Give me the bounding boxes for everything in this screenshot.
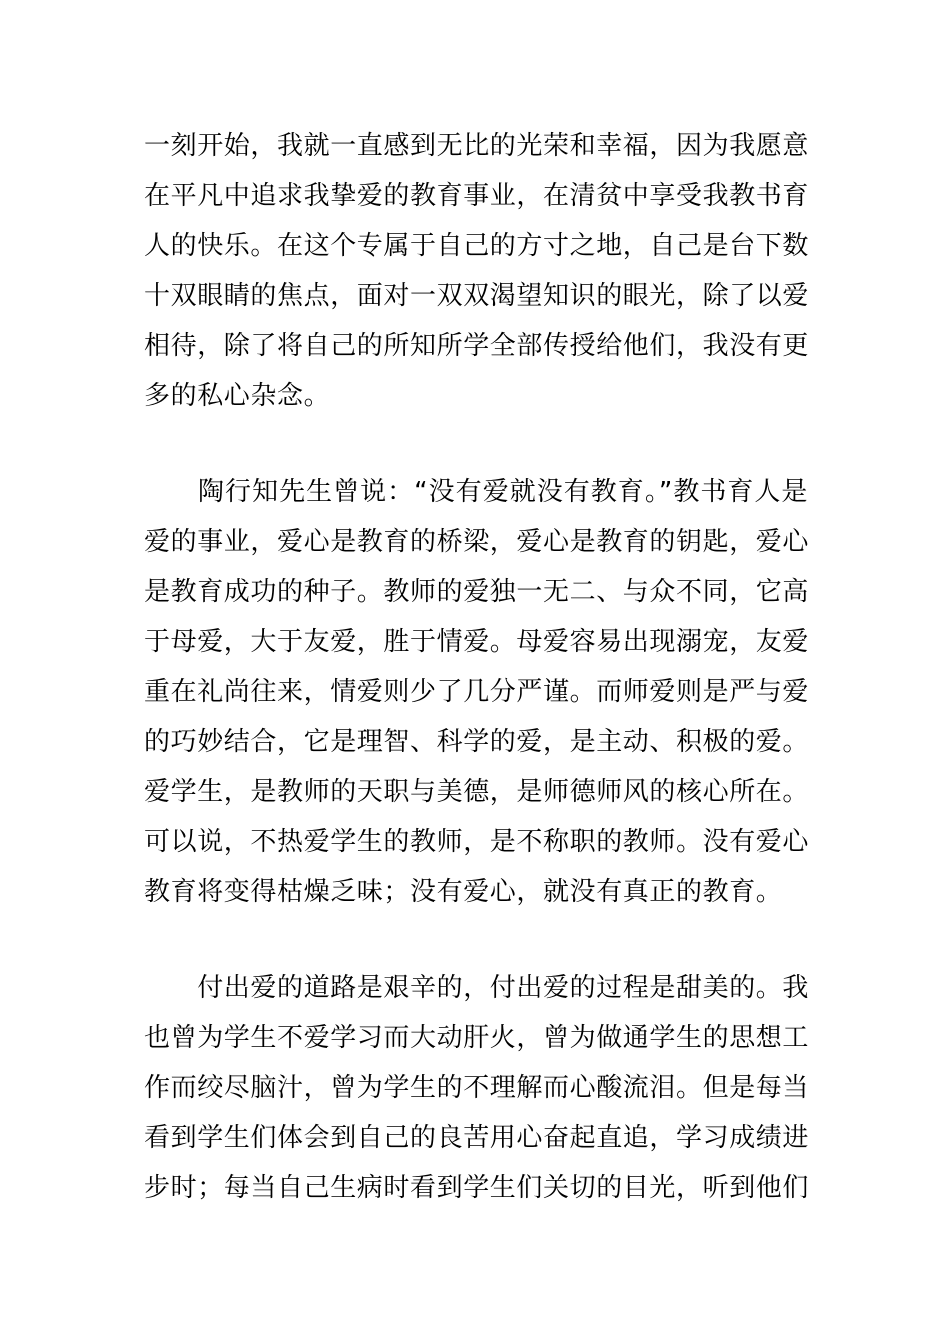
text-line: 人的快乐。在这个专属于自己的方寸之地，自己是台下数 [144, 231, 810, 261]
text-line: 作而绞尽脑汁，曾为学生的不理解而心酸流泪。但是每当 [144, 1073, 810, 1103]
text-line: 陶行知先生曾说：“没有爱就没有教育。”教书育人是 [144, 477, 808, 507]
text-line: 爱的事业，爱心是教育的桥梁，爱心是教育的钥匙，爱心 [144, 527, 810, 557]
text-line: 多的私心杂念。 [144, 381, 331, 411]
text-line: 付出爱的道路是艰辛的，付出爱的过程是甜美的。我 [144, 973, 810, 1003]
text-line: 一刻开始，我就一直感到无比的光荣和幸福，因为我愿意 [144, 131, 810, 161]
paragraph-spacer [144, 421, 808, 467]
text-line: 重在礼尚往来，情爱则少了几分严谨。而师爱则是严与爱 [144, 677, 810, 707]
paragraph-1 [144, 121, 808, 421]
text-line: 看到学生们体会到自己的良苦用心奋起直追，学习成绩进 [144, 1123, 810, 1153]
text-line: 爱学生，是教师的天职与美德，是师德师风的核心所在。 [144, 777, 810, 807]
text-line: 教育将变得枯燥乏味；没有爱心，就没有真正的教育。 [144, 877, 783, 907]
paragraph-3 [144, 963, 808, 1213]
text-line: 于母爱，大于友爱，胜于情爱。母爱容易出现溺宠，友爱 [144, 627, 810, 657]
text-line: 是教育成功的种子。教师的爱独一无二、与众不同，它高 [144, 577, 810, 607]
text-line: 相待，除了将自己的所知所学全部传授给他们，我没有更 [144, 331, 810, 361]
text-line: 的巧妙结合，它是理智、科学的爱，是主动、积极的爱。 [144, 727, 810, 757]
paragraph-2 [144, 467, 808, 917]
text-line: 在平凡中追求我挚爱的教育事业，在清贫中享受我教书育 [144, 181, 810, 211]
text-line: 可以说，不热爱学生的教师，是不称职的教师。没有爱心 [144, 827, 810, 857]
text-line: 也曾为学生不爱学习而大动肝火，曾为做通学生的思想工 [144, 1023, 810, 1053]
text-line: 步时；每当自己生病时看到学生们关切的目光，听到他们 [144, 1173, 810, 1203]
paragraph-spacer [144, 917, 808, 963]
document-body [144, 121, 808, 1213]
text-line: 十双眼睛的焦点，面对一双双渴望知识的眼光，除了以爱 [144, 281, 810, 311]
